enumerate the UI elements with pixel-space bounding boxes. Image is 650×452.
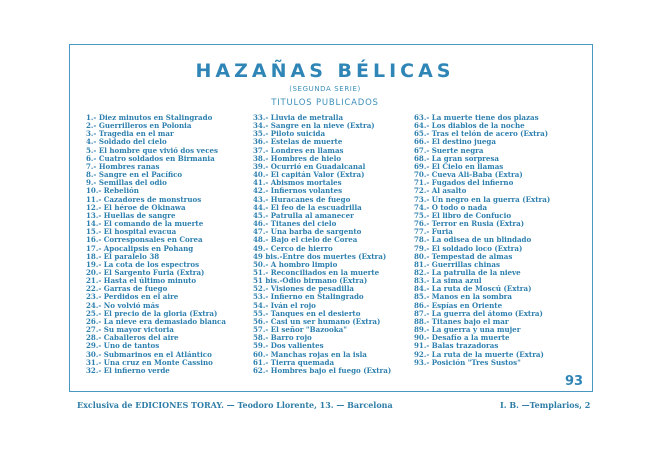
title-list-item: 4.- Soldado del cielo (86, 137, 167, 147)
title-list-item: 5.- El hombre que vivió dos veces (86, 145, 219, 155)
title-list-item: 85.- Manos en la sombra (414, 292, 512, 302)
title-list-item: 66.- El destino juega (414, 137, 496, 147)
page-number: 93 (565, 374, 584, 389)
title-list-item: 53.- Infierno en Stalingrado (253, 292, 364, 302)
title-list-item: 93.- Posición "Tres Sustos" (414, 357, 521, 367)
title-list-item: 44.- El feo de la escuadrilla (253, 202, 362, 212)
title-list-item: 36.- Estelas de muerte (253, 137, 343, 147)
title-list-item: 75.- El libro de Confucio (414, 210, 512, 220)
title-list-item: 39.- Ocurrió en Guadalcanal (253, 161, 366, 171)
title-list-item: 74.- O todo o nada (414, 202, 488, 212)
title-list-item: 83.- La sima azul (414, 276, 482, 286)
title-list-item: 47.- Una barba de sargento (253, 227, 362, 237)
section-heading: TITULOS PUBLICADOS (271, 98, 379, 108)
title-list-item: 50.- A hombro limpio (253, 259, 338, 269)
title-list-item: 14.- El comando de la muerte (86, 219, 204, 229)
title-list-item: 25.- El precio de la gloria (Extra) (86, 308, 218, 318)
title-list-item: 8.- Sangre en el Pacífico (86, 170, 183, 180)
title-list-item: 31.- Una cruz en Monte Cassino (86, 357, 213, 367)
title-list-item: 65.- Tras el telón de acero (Extra) (414, 129, 549, 139)
title-list-item: 43.- Huracanes de fuego (253, 194, 351, 204)
title-list-item: 78.- La odisea de un blindado (414, 235, 532, 245)
title-list-item: 24.- No volvió más (86, 300, 160, 310)
title-list-item: 40.- El capitán Valor (Extra) (253, 170, 365, 180)
titles-column-2 (253, 114, 391, 375)
title-list-item: 58.- Barro rojo (253, 333, 312, 343)
title-list-item: 21.- Hasta el último minuto (86, 276, 197, 286)
title-list-item: 16.- Corresponsales en Corea (86, 235, 203, 245)
title-list-item: 61.- Tierra quemada (253, 357, 335, 367)
title-list-item: 34.- Sangre en la nieve (Extra) (253, 121, 375, 131)
title-list-item: 35.- Piloto suicida (253, 129, 326, 139)
title-list-item: 12.- El héroe de Okinawa (86, 202, 186, 212)
title-list-item: 71.- Fugados del infierno (414, 178, 514, 188)
title-list-item: 91.- Balas trazadoras (414, 341, 499, 351)
title-list-item: 76.- Terror en Rusia (Extra) (414, 219, 525, 229)
title-list-item: 86.- Espías en Oriente (414, 300, 503, 310)
title-list-item: 7.- Hombres ranas (86, 161, 160, 171)
title-list-item: 15.- El hospital evacua (86, 227, 177, 237)
title-list-item: 81.- Guerrillas chinas (414, 259, 501, 269)
title-list-item: 38.- Hombres de hielo (253, 153, 342, 163)
title-list-item: 56.- Casi un ser humano (Extra) (253, 316, 381, 326)
title-list-item: 45.- Patrulla al amanecer (253, 210, 354, 220)
title-list-item: 60.- Manchas rojas en la isla (253, 349, 367, 359)
title-list-item: 82.- La patrulla de la nieve (414, 267, 521, 277)
title-list-item: 70.- Cueva Ali-Baba (Extra) (414, 170, 523, 180)
title-list-item: 73.- Un negro en la guerra (Extra) (414, 194, 551, 204)
title-list-item: 48.- Bajo el cielo de Corea (253, 235, 358, 245)
title-list-item: 77.- Furia (414, 227, 453, 237)
title-list-item: 84.- La ruta de Moscú (Extra) (414, 284, 532, 294)
title-list-item: 3.- Tragedia en el mar (86, 129, 174, 139)
title-list-item: 33.- Lluvia de metralla (253, 113, 344, 122)
title-list-item: 69.- El Cielo en llamas (414, 161, 504, 171)
title-list-item: 17.- Apocalipsis en Pohang (86, 243, 194, 253)
titles-column-3 (414, 114, 550, 367)
title-list-item: 72.- Al asalto (414, 186, 467, 196)
title-list-item: 88.- Titanes bajo el mar (414, 316, 509, 326)
title-list-item: 22.- Garras de fuego (86, 284, 168, 294)
printer-footer: I. B. —Templarios, 2 (500, 400, 591, 410)
title-list-item: 11.- Cazadores de monstruos (86, 194, 202, 204)
title-list-item: 30.- Submarinos en el Atlántico (86, 349, 212, 359)
series-subtitle: (SEGUNDA SERIE) (289, 85, 361, 93)
title-list-item: 89.- La guerra y una mujer (414, 325, 521, 335)
title-list-item: 2.- Guerrilleros en Polonia (86, 121, 192, 131)
title-list-item: 20.- El Sargento Furia (Extra) (86, 267, 205, 277)
title-list-item: 10.- Rebelión (86, 186, 139, 196)
title-list-item: 67.- Suerte negra (414, 145, 484, 155)
title-list-item: 57.- El señor "Bazooka" (253, 325, 347, 335)
title-list-item: 49.- Cerco de hierro (253, 243, 333, 253)
title-list-item: 54.- Iván el rojo (253, 300, 316, 310)
title-list-item: 18.- El paralelo 38 (86, 251, 160, 261)
title-list-item: 63.- La muerte tiene dos plazas (414, 113, 539, 122)
title-list-item: 19.- La cota de los espectros (86, 259, 200, 269)
title-list-item: 1.- Diez minutos en Stalingrado (86, 113, 213, 122)
titles-column-1 (86, 114, 226, 375)
title-list-item: 51 bis.-Odio birmano (Extra) (253, 276, 368, 286)
title-list-item: 79.- El soldado loco (Extra) (414, 243, 523, 253)
title-list-item: 87.- La guerra del átomo (Extra) (414, 308, 543, 318)
title-list-item: 41.- Abismos mortales (253, 178, 342, 188)
title-list-item: 23.- Perdidos en el aire (86, 292, 179, 302)
publisher-footer: Exclusiva de EDICIONES TORAY. — Teodoro Llorente, 13. — Barcelona (77, 400, 393, 410)
title-list-item: 26.- La nieve era demasiado blanca (86, 316, 226, 326)
title-list-item: 27.- Su mayor victoria (86, 325, 174, 335)
title-list-item: 46.- Titanes del cielo (253, 219, 337, 229)
title-list-item: 52.- Visiones de pesadilla (253, 284, 355, 294)
title-list-item: 37.- Londres en llamas (253, 145, 344, 155)
title-list-item: 29.- Uno de tantos (86, 341, 160, 351)
title-list-item: 55.- Tanques en el desierto (253, 308, 361, 318)
title-list-item: 32.- El infierno verde (86, 365, 170, 375)
title-list-item: 62.- Hombres bajo el fuego (Extra) (253, 365, 392, 375)
title-list-item: 68.- La gran sorpresa (414, 153, 499, 163)
title-list-item: 13.- Huellas de sangre (86, 210, 176, 220)
title-list-item: 42.- Infiernos volantes (253, 186, 343, 196)
publication-title: HAZAÑAS BÉLICAS (195, 60, 455, 82)
title-list-item: 80.- Tempestad de almas (414, 251, 513, 261)
title-list-item: 90.- Desafío a la muerte (414, 333, 510, 343)
title-list-item: 6.- Cuatro soldados en Birmania (86, 153, 215, 163)
title-list-item: 51.- Reconciliados en la muerte (253, 267, 380, 277)
title-list-item: 9.- Semillas del odio (86, 178, 167, 188)
title-list-item: 28.- Caballeros del aire (86, 333, 179, 343)
title-list-item: 49 bis.-Entre dos muertes (Extra) (253, 251, 387, 261)
title-list-item: 64.- Los diablos de la noche (414, 121, 525, 131)
title-list-item: 59.- Dos valientes (253, 341, 324, 351)
title-list-item: 92.- La ruta de la muerte (Extra) (414, 349, 544, 359)
